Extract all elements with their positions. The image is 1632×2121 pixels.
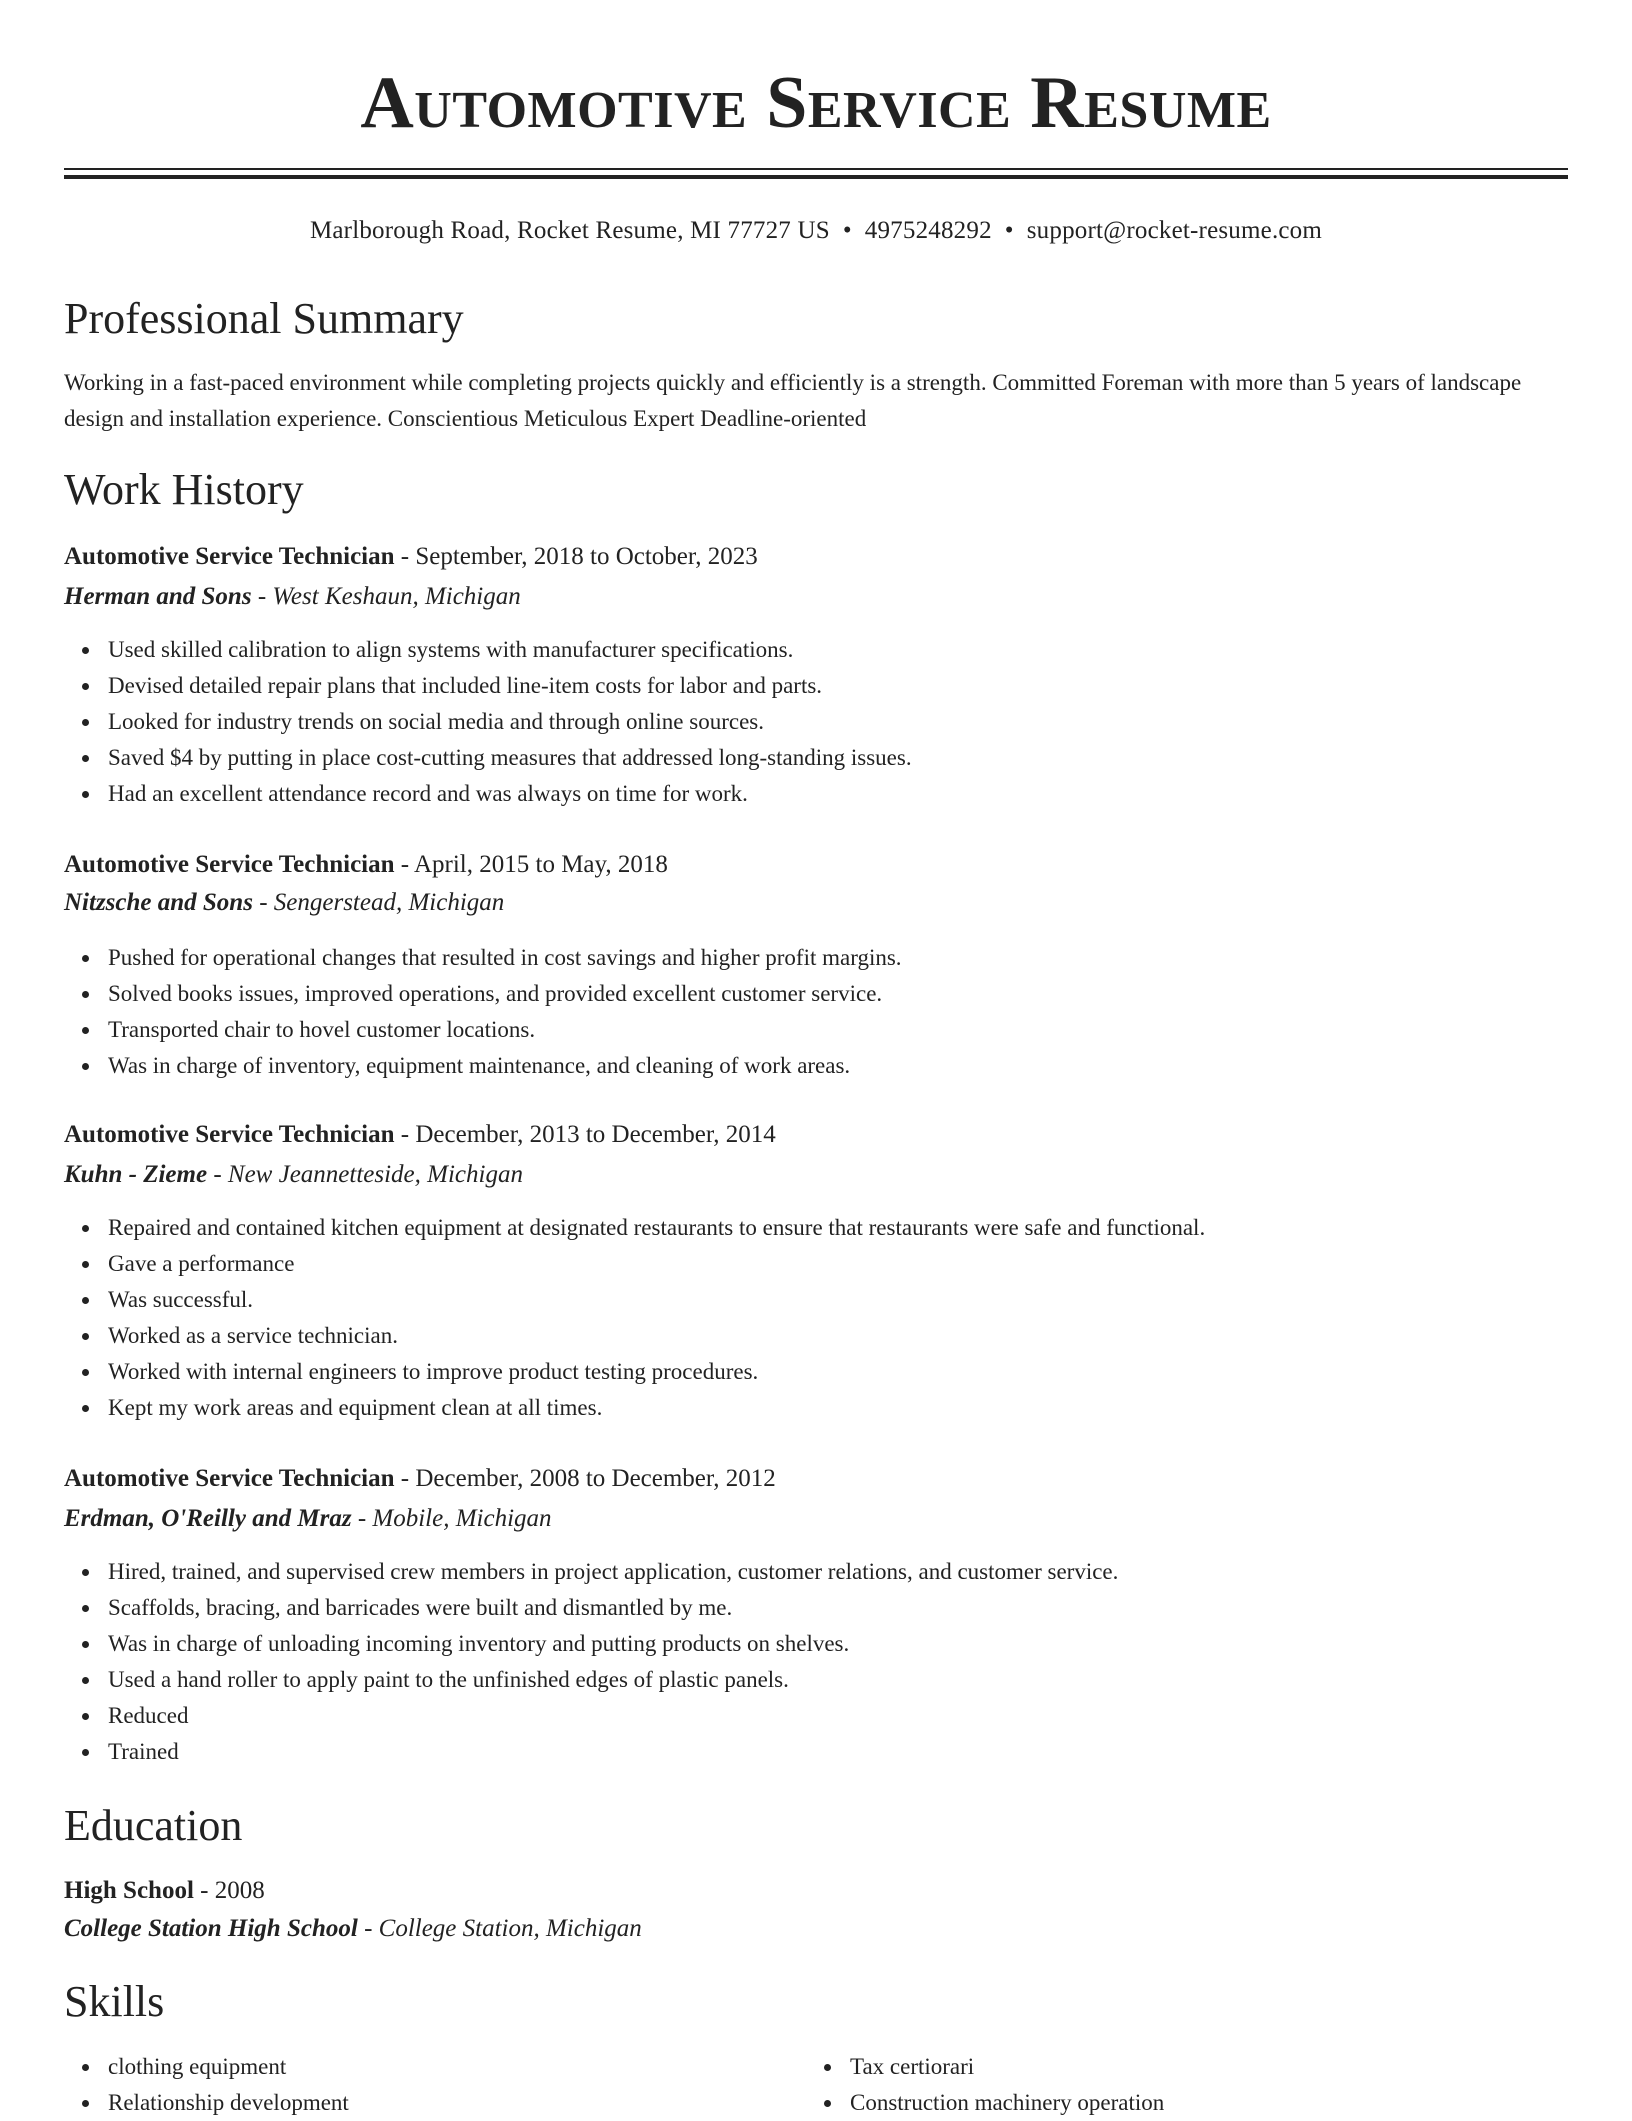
- job-bullets: [64, 632, 912, 812]
- job-location: - New Jeannetteside, Michigan: [207, 1161, 523, 1188]
- job-title: Automotive Service Technician: [64, 1121, 395, 1148]
- job-bullets: [64, 1210, 1205, 1426]
- resume-title: Automotive Service Resume: [360, 62, 1272, 144]
- job-bullet: Had an excellent attendance record and was always on time for work.: [108, 776, 912, 812]
- contact-separator: •: [842, 217, 852, 244]
- job-title-line: [64, 1118, 776, 1152]
- education-school-line: [64, 1912, 642, 1946]
- job-bullet: Saved $4 by putting in place cost-cutting measures that addressed long-standing issues.: [108, 740, 912, 776]
- title-divider-thin: [64, 168, 1568, 170]
- skill-item: clothing equipment: [108, 2049, 349, 2085]
- job-bullet: Solved books issues, improved operations, and provided excellent customer service.: [108, 976, 902, 1012]
- contact-line: [64, 214, 1568, 248]
- job-title: Automotive Service Technician: [64, 543, 395, 570]
- job-bullet: Transported chair to hovel customer locations.: [108, 1012, 902, 1048]
- contact-separator: •: [1004, 217, 1014, 244]
- skill-item: Relationship development: [108, 2085, 349, 2121]
- job-company-line: [64, 1502, 552, 1536]
- job-company: Erdman, O'Reilly and Mraz: [64, 1505, 352, 1532]
- job-bullet: Reduced: [108, 1698, 1118, 1734]
- job-bullet: Worked with internal engineers to improve product testing procedures.: [108, 1354, 1205, 1390]
- education-location: - College Station, Michigan: [357, 1915, 642, 1942]
- contact-email: support@rocket-resume.com: [1026, 217, 1323, 244]
- job-location: - Sengerstead, Michigan: [252, 889, 505, 916]
- job-dates: - December, 2008 to December, 2012: [394, 1465, 776, 1492]
- job-dates: - September, 2018 to October, 2023: [394, 543, 758, 570]
- job-bullet: Devised detailed repair plans that included line-item costs for labor and parts.: [108, 668, 912, 704]
- job-bullet: Used skilled calibration to align systems with manufacturer specifications.: [108, 632, 912, 668]
- job-company: Herman and Sons: [64, 583, 252, 610]
- job-company-line: [64, 580, 521, 614]
- job-bullet: Gave a performance: [108, 1246, 1205, 1282]
- job-title: Automotive Service Technician: [64, 1465, 395, 1492]
- job-bullet: Scaffolds, bracing, and barricades were built and dismantled by me.: [108, 1590, 1118, 1626]
- job-bullet: Was in charge of inventory, equipment maintenance, and cleaning of work areas.: [108, 1048, 902, 1084]
- job-bullet: Worked as a service technician.: [108, 1318, 1205, 1354]
- education-school: College Station High School: [64, 1915, 358, 1942]
- title-divider-thick: [64, 175, 1568, 179]
- job-bullet: Pushed for operational changes that resulted in cost savings and higher profit margins.: [108, 940, 902, 976]
- skill-item: Tax certiorari: [850, 2049, 1164, 2085]
- job-title-line: [64, 848, 668, 882]
- job-bullet: Hired, trained, and supervised crew members in project application, customer relations, and customer service.: [108, 1554, 1118, 1590]
- job-dates: - April, 2015 to May, 2018: [394, 851, 668, 878]
- job-location: - West Keshaun, Michigan: [251, 583, 521, 610]
- contact-address: Marlborough Road, Rocket Resume, MI 77727 US: [309, 217, 830, 244]
- education-year: - 2008: [193, 1877, 265, 1904]
- job-bullet: Repaired and contained kitchen equipment at designated restaurants to ensure that restaurants were safe and functional.: [108, 1210, 1205, 1246]
- work-history-heading: Work History: [64, 465, 304, 514]
- contact-phone: 4975248292: [864, 217, 992, 244]
- skills-list-right: [806, 2049, 1164, 2121]
- job-bullet: Was successful.: [108, 1282, 1205, 1318]
- job-bullet: Used a hand roller to apply paint to the unfinished edges of plastic panels.: [108, 1662, 1118, 1698]
- job-company-line: [64, 1158, 523, 1192]
- job-company: Kuhn - Zieme: [64, 1161, 208, 1188]
- skill-item: Construction machinery operation: [850, 2085, 1164, 2121]
- job-bullet: Looked for industry trends on social media and through online sources.: [108, 704, 912, 740]
- job-company-line: [64, 886, 504, 920]
- education-degree-line: [64, 1874, 265, 1908]
- job-bullet: Was in charge of unloading incoming inventory and putting products on shelves.: [108, 1626, 1118, 1662]
- job-dates: - December, 2013 to December, 2014: [394, 1121, 776, 1148]
- job-title-line: [64, 540, 758, 574]
- job-company: Nitzsche and Sons: [64, 889, 253, 916]
- education-heading: Education: [64, 1801, 243, 1850]
- job-title-line: [64, 1462, 776, 1496]
- job-location: - Mobile, Michigan: [351, 1505, 552, 1532]
- summary-text: Working in a fast-paced environment while completing projects quickly and efficiently is a strength. Committed Foreman with more than 5 years of landscape design and installation experience. Conscientious Meticulous Expert Deadline-oriented: [64, 370, 1522, 431]
- job-bullet: Kept my work areas and equipment clean at all times.: [108, 1390, 1205, 1426]
- job-title: Automotive Service Technician: [64, 851, 395, 878]
- skills-heading: Skills: [64, 1977, 165, 2026]
- summary-heading: Professional Summary: [64, 294, 464, 343]
- job-bullet: Trained: [108, 1734, 1118, 1770]
- job-bullets: [64, 940, 902, 1084]
- job-bullets: [64, 1554, 1118, 1770]
- education-degree: High School: [64, 1877, 194, 1904]
- resume-page: [64, 0, 1568, 2115]
- skills-list-left: [64, 2049, 349, 2121]
